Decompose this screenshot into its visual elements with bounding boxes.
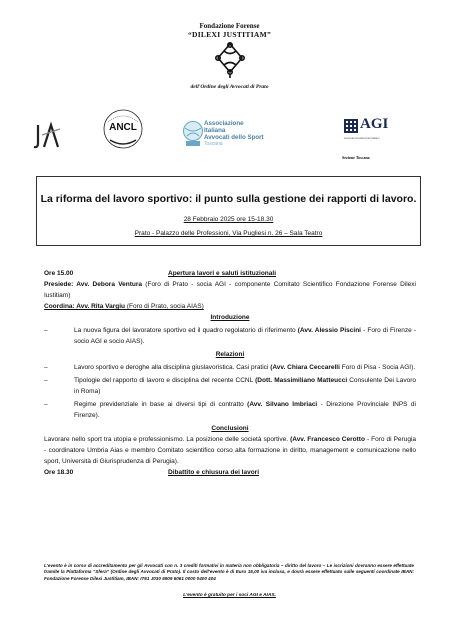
org-name: Fondazione Forense [199,22,260,30]
ancl-text: ANCL [109,122,137,133]
closing-time: Ore 18.30 [44,469,74,476]
conclusioni-text [44,434,416,467]
intro-speaker: (Avv. Alessio Piscini [297,327,361,334]
opening-label: Apertura lavori e saluti istituzionali [168,270,276,277]
rel3-text: Regime previdenziale in base ai diversi tipi di contratto [74,401,248,408]
opening-time: Ore 15.00 [44,270,74,277]
agi-mark-icon [344,119,358,133]
relazione-item-2: – Tipologie del rapporto di lavoro e disciplina del recente CCNL (Dott. Massimiliano Matteucci Consulente Dei Lavoro in Roma) [44,377,416,395]
rel1-speaker: (Avv. Chiara Ceccarelli [270,364,340,371]
relazione-item-1: – Lavoro sportivo e deroghe alla disciplina giuslavoristica. Casi pratici (Avv. Chiara Ceccarelli Foro di Pisa - Socia AGI). [44,364,416,371]
rel2-text: Tipologie del rapporto di lavoro e disciplina del recente CCNL [74,377,256,384]
opening-row [44,268,416,279]
event-title: La riforma del lavoro sportivo: il punto sulla gestione dei rapporti di lavoro. [40,193,417,205]
rel1-text: Lavoro sportivo e deroghe alla disciplina giuslavoristica. Casi pratici [74,364,271,371]
aias-line3: Avvocati dello Sport [204,134,264,141]
ja-logo-icon [32,121,62,151]
coordina-rest: (Foro di Prato, socia AIAS) [125,303,204,310]
intro-rest: - Foro di Firenze - socio AGI e socio AIAS). [74,327,416,345]
rel1-rest: Foro di Pisa - Socia AGI). [339,364,416,371]
presiede-line [44,279,416,301]
aias-logo [182,118,282,154]
program [44,268,416,478]
closing-label: Dibattito e chiusura dei lavori [168,469,260,476]
agi-logo [344,116,402,142]
aias-line1: Associazione [204,120,244,127]
org-tagline: dell'Ordine degli Avvocati di Prato [190,84,269,90]
aias-line4: Toscana [204,141,223,147]
accreditation-note: L'evento è in corso di accreditamento per gli Avvocati con n. 3 crediti formativi in materia non obbligatoria – diritto del lavoro – Le iscrizioni dovranno essere effettuate tramite la Piattaforma “Sfera” (Ordine degli Avvocati di Prato). Il costo dell'evento è di Euro 15,00 iva inclusa, e dovrà essere effettuato sulle seguenti coordinate IBAN: Fondazione Forense Dilexi Justitiam, IBAN: IT61 J030 6909 6061 0000 0400 404 [44,563,414,581]
rel3-rest: - Direzione Provinciale INPS di Firenze). [74,401,416,419]
intro-heading: Introduzione [210,314,250,321]
agi-section: Sezione Toscana [342,155,370,160]
concl-speaker: (Avv. Francesco Cerotto [290,436,365,443]
aias-ball-icon [182,120,204,148]
closing-row [44,467,416,478]
rel2-rest: Consulente Dei Lavoro in Roma) [74,377,416,395]
rel3-speaker: (Avv. Silvano Imbriaci [247,401,318,408]
ancl-logo [98,108,148,150]
aias-line2: Italiana [204,127,226,134]
concl-rest: - Foro di Perugia - coordinatore Umbria Aias e membro Comitato scientifico corso alta formazione in diritto, management e comunicazione nello sport, Università di Giurisprudenza di Perugia). [44,436,416,465]
event-venue: Prato - Palazzo delle Professioni, Via Pugliesi n. 26 – Sala Teatro [134,230,323,237]
intro-item: – La nuova figura del lavoratore sportivo ed il quadro regolatorio di riferimento (Avv. Alessio Piscini - Foro di Firenze - socio AGI e socio AIAS). [44,327,416,345]
rel2-speaker: (Dott. Massimiliano Matteucci [255,377,348,384]
foundation-emblem-icon [212,40,248,80]
event-title-box [36,176,421,246]
coordina-line [44,301,416,312]
agi-subtitle: Avvocati Giuslavoristi Italiani [344,136,380,140]
relazioni-heading: Relazioni [215,351,245,358]
presiede-prefix: Presiede: Avv. Debora Ventura [44,281,143,288]
concl-text: Lavorare nello sport tra utopia e professionismo. La posizione delle società sportive. [44,436,291,443]
free-event-note: L'evento è gratuito per i soci AGI e AIAS. [183,593,276,598]
org-subtitle: “DILEXI JUSTITIAM” [187,30,272,39]
agi-text: AGI [360,116,389,132]
conclusioni-heading: Conclusioni [211,425,249,432]
presiede-rest: (Foro di Prato - socia AGI - componente Comitato Scientifico Fondazione Forense Dilexi Iustitiam) [44,281,416,299]
intro-text: La nuova figura del lavoratore sportivo ed il quadro regolatorio di riferimento [74,327,298,334]
coordina-prefix: Coordina: Avv. Rita Vargiu [44,303,126,310]
event-date: 28 Febbraio 2025 ore 15-18.30 [183,216,274,223]
relazione-item-3: – Regime previdenziale in base ai diversi tipi di contratto (Avv. Silvano Imbriaci - Direzione Provinciale INPS di Firenze). [44,401,416,419]
